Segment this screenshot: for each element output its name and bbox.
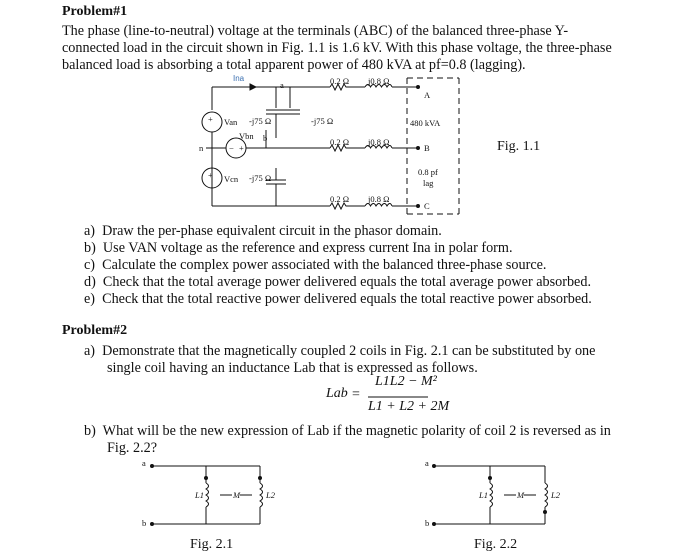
p1-question-c: c) Calculate the complex power associated with the balanced three-phase source.: [84, 257, 547, 273]
fig22-l2-label: L2: [551, 490, 560, 500]
p2-question-a-line1: a) Demonstrate that the magnetically coupled 2 coils in Fig. 2.1 can be substituted by one: [84, 343, 596, 359]
line-c-reactance: j0.8 Ω: [368, 194, 390, 204]
load-kva-label: 480 kVA: [410, 118, 441, 128]
source-c-plus: +: [208, 170, 213, 180]
p2-question-b-line1: b) What will be the new expression of Lab if the magnetic polarity of coil 2 is reversed as in: [84, 423, 611, 439]
formula-numerator: L1L2 − M²: [375, 374, 437, 389]
line-c-resistance: 0.2 Ω: [330, 194, 350, 204]
terminal-c-label: C: [424, 201, 430, 211]
p1-question-d: d) Check that the total average power delivered equals the total average power absorbed.: [84, 274, 591, 290]
formula-denominator: L1 + L2 + 2M: [368, 399, 450, 414]
node-n-label: n: [199, 143, 204, 153]
formula-lhs: Lab: [326, 386, 348, 401]
fig21-m-label: M: [233, 490, 241, 500]
source-vcn-label: Vcn: [224, 174, 239, 184]
line-b-reactance: j0.8 Ω: [368, 137, 390, 147]
figure-2-1-caption: Fig. 2.1: [190, 537, 234, 552]
source-b-plus: +: [239, 143, 244, 153]
line-b-resistance: 0.2 Ω: [330, 137, 350, 147]
source-vbn-label: Vbn: [239, 131, 254, 141]
cap-a-label: -j75 Ω: [249, 116, 272, 126]
source-a-plus: +: [208, 114, 213, 124]
fig21-terminal-b: b: [142, 518, 147, 528]
cap-mid-label: -j75 Ω: [311, 116, 334, 126]
current-ina-label: Ina: [233, 74, 245, 83]
terminal-b-label: B: [424, 143, 430, 153]
cap-c-label: -j75 Ω: [249, 173, 272, 183]
problem1-title: Problem#1: [62, 4, 128, 19]
source-b-minus: −: [229, 143, 234, 153]
fig21-l2-label: L2: [266, 490, 275, 500]
p1-question-e: e) Check that the total reactive power delivered equals the total reactive power absorbed.: [84, 291, 592, 307]
terminal-a-label: A: [424, 90, 431, 100]
problem2-title: Problem#2: [62, 323, 128, 338]
p2-question-b-line2: Fig. 2.2?: [107, 440, 158, 456]
node-b-label: b: [263, 133, 268, 143]
figure-1-1-caption: Fig. 1.1: [497, 139, 541, 154]
formula-equals: =: [352, 387, 360, 402]
problem1-intro-line2: connected load in the circuit shown in Fig. 1.1 is 1.6 kV. With this phase voltage, the three-phase: [62, 40, 612, 56]
load-lag-label: lag: [423, 178, 434, 188]
p2-question-a-line2: single coil having an inductance Lab that is expressed as follows.: [107, 360, 478, 376]
fig22-terminal-b: b: [425, 518, 430, 528]
fig22-l1-label: L1: [479, 490, 488, 500]
p1-question-b: b) Use VAN voltage as the reference and express current Ina in polar form.: [84, 240, 513, 256]
source-van-label: Van: [224, 117, 238, 127]
problem1-intro-line1: The phase (line-to-neutral) voltage at the terminals (ABC) of the balanced three-phase Y-: [62, 23, 569, 39]
load-pf-label: 0.8 pf: [418, 167, 438, 177]
fig22-m-label: M: [517, 490, 525, 500]
problem1-intro-line3: balanced load is absorbing a total apparent power of 480 kVA at pf=0.8 (lagging).: [62, 57, 526, 73]
line-a-reactance: j0.8 Ω: [368, 76, 390, 86]
fig21-terminal-a: a: [142, 458, 146, 468]
p1-question-a: a) Draw the per-phase equivalent circuit in the phasor domain.: [84, 223, 442, 239]
node-a-label: a: [280, 80, 284, 90]
fig22-terminal-a: a: [425, 458, 429, 468]
line-a-resistance: 0.2 Ω: [330, 76, 350, 86]
fig21-l1-label: L1: [195, 490, 204, 500]
figure-2-2-caption: Fig. 2.2: [474, 537, 518, 552]
